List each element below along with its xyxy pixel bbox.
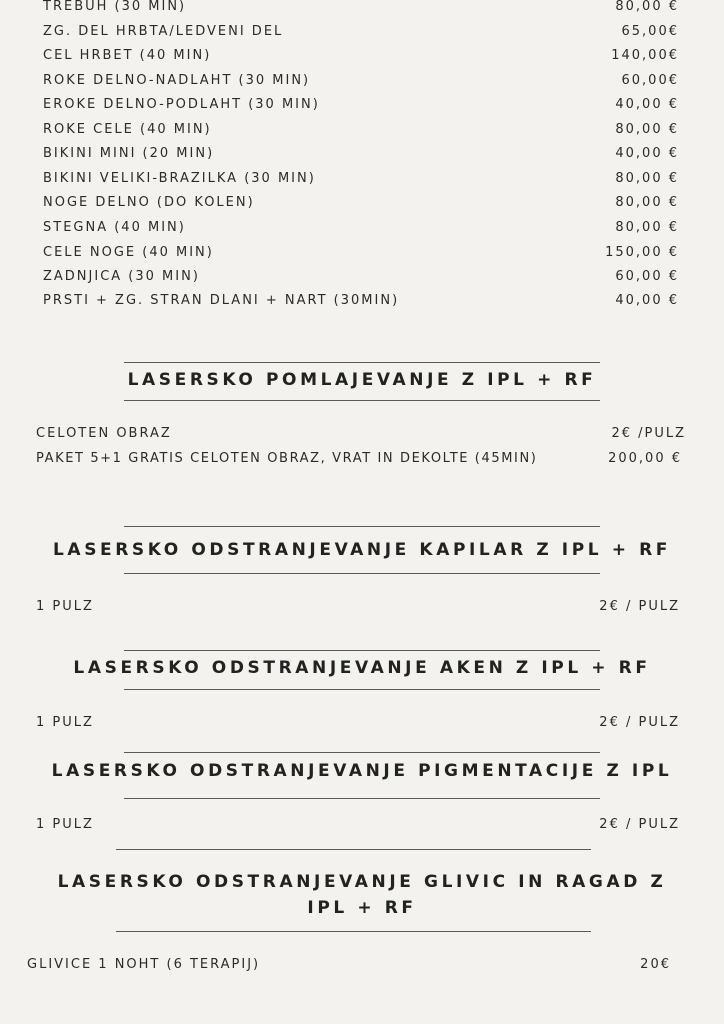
item-price: 40,00 € xyxy=(615,97,679,112)
section-title: LASERSKO ODSTRANJEVANJE KAPILAR Z IPL + RF xyxy=(53,540,671,560)
item-price: 2€ / PULZ xyxy=(599,817,680,832)
divider xyxy=(124,650,600,651)
divider xyxy=(124,752,600,753)
item-name: ZG. DEL HRBTA/LEDVENI DEL xyxy=(43,24,284,39)
item-name: ROKE DELNO-NADLAHT (30 MIN) xyxy=(43,73,311,88)
item-price: 200,00 € xyxy=(608,451,682,466)
divider xyxy=(124,400,600,401)
section-title-line-1: LASERSKO ODSTRANJEVANJE GLIVIC IN RAGAD Z xyxy=(57,872,667,892)
section-title: LASERSKO ODSTRANJEVANJE PIGMENTACIJE Z IPL xyxy=(51,761,673,781)
item-name: CELE NOGE (40 MIN) xyxy=(43,245,214,260)
item-price: 20€ xyxy=(640,957,671,972)
divider xyxy=(124,689,600,690)
item-name: NOGE DELNO (DO KOLEN) xyxy=(43,195,255,210)
divider xyxy=(116,931,591,932)
item-name: PRSTI + ZG. STRAN DLANI + NART (30MIN) xyxy=(43,293,400,308)
item-name: GLIVICE 1 NOHT (6 TERAPIJ) xyxy=(27,957,261,972)
item-name: STEGNA (40 MIN) xyxy=(43,220,186,235)
item-name: BIKINI MINI (20 MIN) xyxy=(43,146,215,161)
item-price: 2€ /PULZ xyxy=(611,426,686,441)
divider xyxy=(124,798,600,799)
item-price: 60,00 € xyxy=(615,269,679,284)
item-name: ZADNJICA (30 MIN) xyxy=(43,269,200,284)
item-name: CELOTEN OBRAZ xyxy=(36,426,172,441)
item-price: 80,00 € xyxy=(615,171,679,186)
item-price: 80,00 € xyxy=(615,0,679,14)
item-name: BIKINI VELIKI-BRAZILKA (30 MIN) xyxy=(43,171,316,186)
item-name: CEL HRBET (40 MIN) xyxy=(43,48,212,63)
item-name: EROKE DELNO-PODLAHT (30 MIN) xyxy=(43,97,320,112)
item-price: 2€ / PULZ xyxy=(599,715,680,730)
divider xyxy=(116,849,591,850)
item-name: ROKE CELE (40 MIN) xyxy=(43,122,212,137)
item-price: 150,00 € xyxy=(605,245,679,260)
item-price: 60,00€ xyxy=(621,73,679,88)
section-title: LASERSKO ODSTRANJEVANJE AKEN Z IPL + RF xyxy=(73,658,651,678)
item-price: 80,00 € xyxy=(615,220,679,235)
section-title: LASERSKO POMLAJEVANJE Z IPL + RF xyxy=(127,370,597,390)
item-price: 80,00 € xyxy=(615,195,679,210)
item-name: TREBUH (30 MIN) xyxy=(43,0,187,14)
divider xyxy=(124,526,600,527)
divider xyxy=(124,362,600,363)
item-price: 40,00 € xyxy=(615,146,679,161)
item-name: PAKET 5+1 GRATIS CELOTEN OBRAZ, VRAT IN DEKOLTE (45MIN) xyxy=(36,451,538,466)
item-name: 1 PULZ xyxy=(36,817,94,832)
item-price: 2€ / PULZ xyxy=(599,599,680,614)
item-name: 1 PULZ xyxy=(36,715,94,730)
item-price: 140,00€ xyxy=(611,48,679,63)
item-name: 1 PULZ xyxy=(36,599,94,614)
item-price: 65,00€ xyxy=(621,24,679,39)
divider xyxy=(124,573,600,574)
item-price: 80,00 € xyxy=(615,122,679,137)
section-title-line-2: IPL + RF xyxy=(307,898,417,918)
item-price: 40,00 € xyxy=(615,293,679,308)
